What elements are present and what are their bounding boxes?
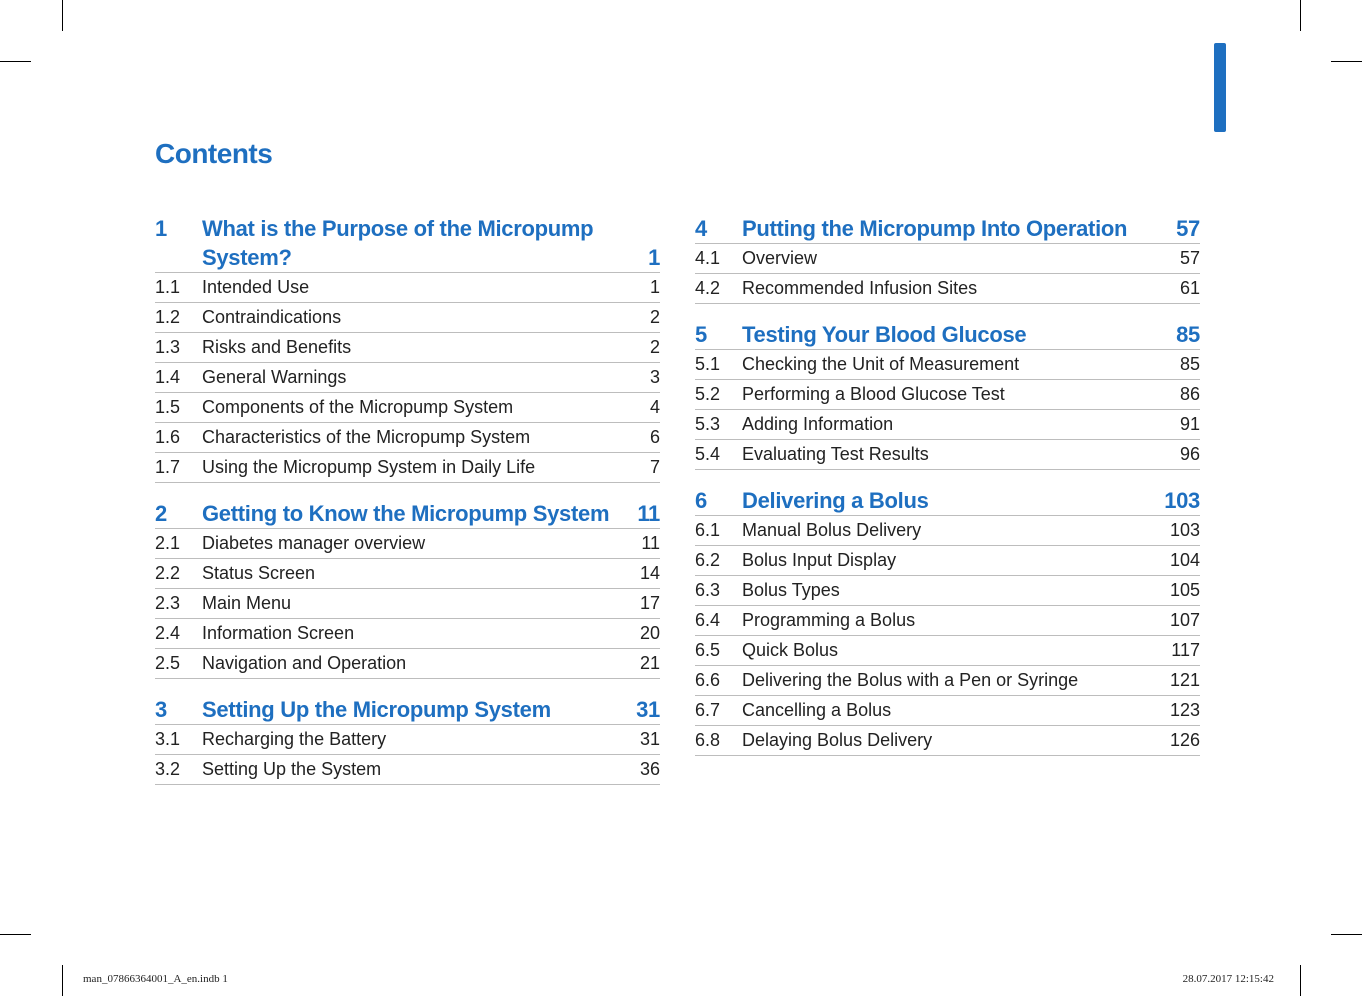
toc-entry[interactable] xyxy=(155,559,660,589)
chapter-number: 4 xyxy=(695,216,707,241)
section-page: 4 xyxy=(649,397,660,417)
toc-entry[interactable] xyxy=(695,546,1200,576)
section-page: 85 xyxy=(1179,354,1200,374)
page-title: Contents xyxy=(155,138,273,169)
crop-mark xyxy=(0,934,31,935)
chapter-block xyxy=(695,214,1200,304)
crop-mark xyxy=(1331,61,1362,62)
section-number: 2.4 xyxy=(155,623,181,643)
section-title: Characteristics of the Micropump System xyxy=(202,427,531,447)
crop-mark xyxy=(1331,934,1362,935)
section-number: 6.7 xyxy=(695,700,721,720)
section-page: 91 xyxy=(1179,414,1200,434)
section-title: Recommended Infusion Sites xyxy=(742,278,978,298)
chapter-tab-marker xyxy=(1214,43,1226,132)
footer-timestamp: 28.07.2017 12:15:42 xyxy=(1182,973,1274,985)
section-page: 123 xyxy=(1169,700,1200,720)
section-title: Bolus Input Display xyxy=(742,550,897,570)
section-number: 3.2 xyxy=(155,759,181,779)
chapter-number: 5 xyxy=(695,322,707,347)
section-number: 1.7 xyxy=(155,457,181,477)
toc-entry[interactable] xyxy=(155,453,660,483)
chapter-block xyxy=(695,320,1200,470)
section-page: 3 xyxy=(649,367,660,387)
section-page: 14 xyxy=(639,563,660,583)
chapter-block xyxy=(695,486,1200,756)
section-page: 57 xyxy=(1179,248,1200,268)
section-page: 104 xyxy=(1169,550,1200,570)
section-page: 11 xyxy=(641,533,660,553)
chapter-title: Putting the Micropump Into Operation xyxy=(742,216,1128,241)
chapter-page: 31 xyxy=(636,697,660,722)
section-title: Recharging the Battery xyxy=(202,729,387,749)
section-number: 4.2 xyxy=(695,278,721,298)
section-title: Status Screen xyxy=(202,563,316,583)
section-page: 6 xyxy=(649,427,660,447)
chapter-block xyxy=(155,214,660,483)
section-number: 6.5 xyxy=(695,640,721,660)
section-page: 126 xyxy=(1169,730,1200,750)
section-page: 117 xyxy=(1171,640,1200,660)
section-number: 5.3 xyxy=(695,414,721,434)
section-number: 5.1 xyxy=(695,354,721,374)
section-title: Performing a Blood Glucose Test xyxy=(742,384,1005,404)
toc-entry[interactable] xyxy=(695,576,1200,606)
section-number: 6.1 xyxy=(695,520,721,540)
section-title: Adding Information xyxy=(742,414,894,434)
section-page: 7 xyxy=(649,457,660,477)
section-title: General Warnings xyxy=(202,367,347,387)
section-page: 31 xyxy=(639,729,660,749)
toc-entry[interactable] xyxy=(155,363,660,393)
section-title: Information Screen xyxy=(202,623,355,643)
toc-entry[interactable] xyxy=(155,333,660,363)
section-number: 2.1 xyxy=(155,533,181,553)
section-title: Diabetes manager overview xyxy=(202,533,426,553)
section-number: 1.1 xyxy=(155,277,181,297)
section-page: 2 xyxy=(649,337,660,357)
toc-entry[interactable] xyxy=(695,696,1200,726)
section-number: 2.2 xyxy=(155,563,181,583)
section-page: 105 xyxy=(1169,580,1200,600)
section-page: 2 xyxy=(649,307,660,327)
crop-mark xyxy=(1300,965,1301,996)
section-title: Setting Up the System xyxy=(202,759,382,779)
chapter-heading[interactable] xyxy=(695,486,1200,516)
section-title: Cancelling a Bolus xyxy=(742,700,892,720)
section-title: Checking the Unit of Measurement xyxy=(742,354,1020,374)
toc-entry[interactable] xyxy=(155,649,660,679)
toc-entry[interactable] xyxy=(695,606,1200,636)
chapter-number: 2 xyxy=(155,501,167,526)
chapter-number: 3 xyxy=(155,697,167,722)
section-title: Delivering the Bolus with a Pen or Syringe xyxy=(742,670,1079,690)
toc-entry[interactable] xyxy=(695,380,1200,410)
chapter-number: 6 xyxy=(695,488,707,513)
section-title: Manual Bolus Delivery xyxy=(742,520,922,540)
section-page: 107 xyxy=(1169,610,1200,630)
chapter-heading[interactable] xyxy=(155,695,660,725)
toc-entry[interactable] xyxy=(155,725,660,755)
section-page: 61 xyxy=(1179,278,1200,298)
chapter-number: 1 xyxy=(155,216,167,241)
toc-entry[interactable] xyxy=(155,755,660,785)
section-number: 1.3 xyxy=(155,337,181,357)
section-title: Using the Micropump System in Daily Life xyxy=(202,457,536,477)
toc-entry[interactable] xyxy=(695,636,1200,666)
section-page: 17 xyxy=(639,593,660,613)
toc-entry[interactable] xyxy=(695,410,1200,440)
toc-entry[interactable] xyxy=(155,273,660,303)
section-page: 21 xyxy=(639,653,660,673)
section-number: 2.5 xyxy=(155,653,181,673)
chapter-block xyxy=(155,695,660,785)
chapter-page: 57 xyxy=(1176,216,1200,241)
chapter-title: Getting to Know the Micropump System xyxy=(202,501,610,526)
section-page: 103 xyxy=(1169,520,1200,540)
section-number: 1.4 xyxy=(155,367,181,387)
section-title: Intended Use xyxy=(202,277,310,297)
chapter-title: What is the Purpose of the Micropump System? xyxy=(202,216,594,270)
section-page: 86 xyxy=(1179,384,1200,404)
section-number: 5.2 xyxy=(695,384,721,404)
section-page: 36 xyxy=(639,759,660,779)
chapter-page: 11 xyxy=(637,501,660,526)
chapter-heading[interactable] xyxy=(155,214,660,273)
section-title: Overview xyxy=(742,248,818,268)
toc-column-left xyxy=(155,214,660,801)
chapter-page: 1 xyxy=(648,245,660,270)
chapter-page: 103 xyxy=(1164,488,1200,513)
toc-column-right xyxy=(695,214,1200,772)
chapter-heading[interactable] xyxy=(695,214,1200,244)
section-page: 20 xyxy=(639,623,660,643)
section-number: 6.2 xyxy=(695,550,721,570)
toc-entry[interactable] xyxy=(155,393,660,423)
chapter-page: 85 xyxy=(1176,322,1200,347)
section-title: Programming a Bolus xyxy=(742,610,916,630)
crop-mark xyxy=(62,965,63,996)
toc-entry[interactable] xyxy=(695,666,1200,696)
chapter-heading[interactable] xyxy=(695,320,1200,350)
section-number: 3.1 xyxy=(155,729,181,749)
section-title: Quick Bolus xyxy=(742,640,839,660)
section-title: Evaluating Test Results xyxy=(742,444,929,464)
toc-entry[interactable] xyxy=(155,423,660,453)
section-title: Components of the Micropump System xyxy=(202,397,514,417)
section-title: Bolus Types xyxy=(742,580,840,600)
section-number: 6.4 xyxy=(695,610,721,630)
toc-entry[interactable] xyxy=(155,529,660,559)
section-number: 1.6 xyxy=(155,427,181,447)
footer-filename: man_07866364001_A_en.indb 1 xyxy=(83,973,228,985)
toc-entry[interactable] xyxy=(155,589,660,619)
crop-mark xyxy=(0,61,31,62)
chapter-title: Delivering a Bolus xyxy=(742,488,929,513)
crop-mark xyxy=(62,0,63,31)
toc-entry[interactable] xyxy=(155,619,660,649)
section-number: 6.6 xyxy=(695,670,721,690)
chapter-title: Setting Up the Micropump System xyxy=(202,697,551,722)
section-title: Delaying Bolus Delivery xyxy=(742,730,933,750)
chapter-title: Testing Your Blood Glucose xyxy=(742,322,1027,347)
section-number: 5.4 xyxy=(695,444,721,464)
toc-entry[interactable] xyxy=(695,516,1200,546)
toc-entry[interactable] xyxy=(155,303,660,333)
section-title: Navigation and Operation xyxy=(202,653,407,673)
section-title: Main Menu xyxy=(202,593,292,613)
toc-entry[interactable] xyxy=(695,440,1200,470)
toc-entry[interactable] xyxy=(695,350,1200,380)
chapter-heading[interactable] xyxy=(155,499,660,529)
section-number: 2.3 xyxy=(155,593,181,613)
section-number: 6.8 xyxy=(695,730,721,750)
toc-entry[interactable] xyxy=(695,274,1200,304)
section-number: 1.2 xyxy=(155,307,181,327)
chapter-block xyxy=(155,499,660,679)
toc-entry[interactable] xyxy=(695,726,1200,756)
section-page: 121 xyxy=(1169,670,1200,690)
section-number: 1.5 xyxy=(155,397,181,417)
crop-mark xyxy=(1300,0,1301,31)
section-title: Contraindications xyxy=(202,307,342,327)
section-number: 4.1 xyxy=(695,248,721,268)
section-number: 6.3 xyxy=(695,580,721,600)
toc-entry[interactable] xyxy=(695,244,1200,274)
section-title: Risks and Benefits xyxy=(202,337,352,357)
section-page: 96 xyxy=(1179,444,1200,464)
section-page: 1 xyxy=(649,277,660,297)
